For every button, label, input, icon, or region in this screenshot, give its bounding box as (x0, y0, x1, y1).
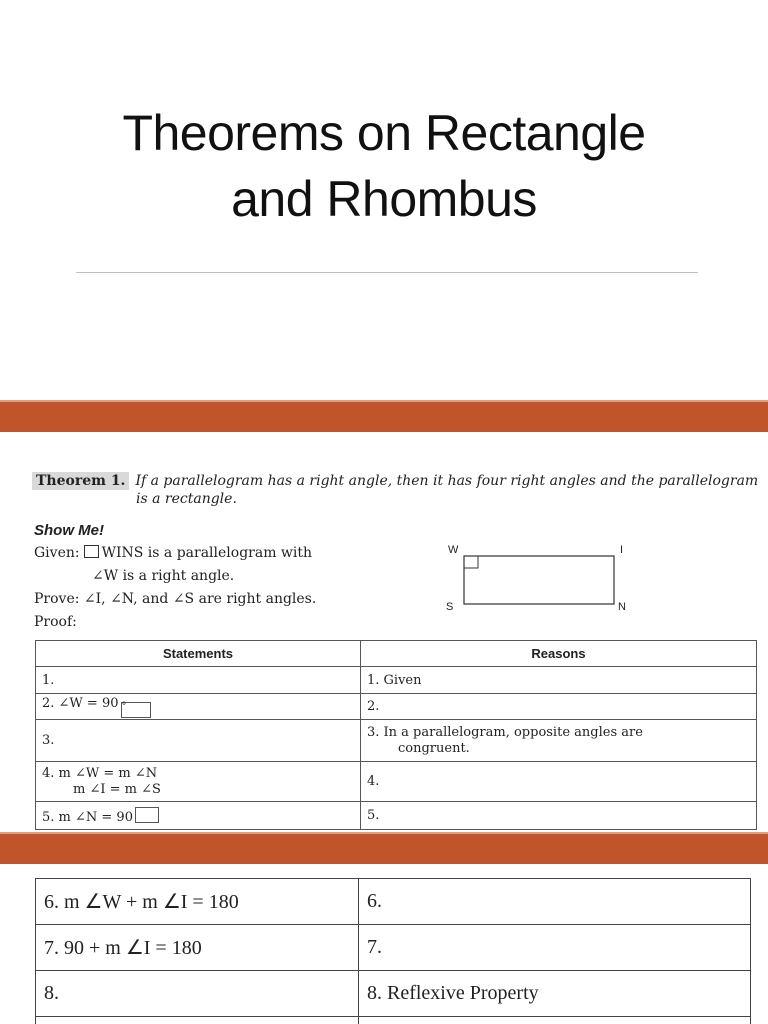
given-line1 (34, 544, 312, 562)
slide-title (0, 100, 768, 232)
reason-cell: 8. Reflexive Property (359, 971, 751, 1017)
statements-header: Statements (36, 641, 361, 667)
degree-mark: ° (121, 700, 127, 712)
right-angle-mark (464, 556, 478, 568)
reason-cell: 2. (361, 694, 757, 720)
theorem-scan (0, 432, 768, 834)
parallelogram-symbol-icon (84, 545, 99, 558)
table-row (36, 802, 757, 830)
slide-title-line1: Theorems on Rectangle (122, 105, 646, 161)
statement-cell (36, 802, 361, 830)
statement-cell: 6. m ∠W + m ∠I = 180 (36, 879, 359, 925)
statement-cell (36, 694, 361, 720)
title-divider (76, 272, 698, 273)
statement-cell: 8. (36, 971, 359, 1017)
proof-label: Proof: (34, 614, 77, 630)
orange-band-bottom (0, 834, 768, 864)
given-line2: ∠W is a right angle. (92, 568, 235, 584)
statement-cell: 1. (36, 667, 361, 694)
table-row (36, 762, 757, 802)
statement-cell: 7. 90 + m ∠I = 180 (36, 925, 359, 971)
vertex-n: N (618, 601, 626, 613)
rectangle-shape (464, 556, 614, 604)
reason-text-line1: 3. In a parallelogram, opposite angles are (367, 724, 643, 740)
given-label: Given: (34, 545, 80, 561)
statement-cell (36, 1017, 359, 1024)
reasons-header: Reasons (361, 641, 757, 667)
table-row (36, 1017, 751, 1024)
reason-cell: 1. Given (361, 667, 757, 694)
rectangle-diagram (440, 544, 640, 614)
given-text1: WINS is a parallelogram with (101, 545, 313, 561)
table-row (36, 925, 751, 971)
statement-text-line1: 4. m ∠W = m ∠N (42, 765, 158, 781)
statement-text-line2: m ∠I = m ∠S (73, 781, 161, 797)
reason-cell: 6. (359, 879, 751, 925)
statement-text: 5. m ∠N = 90 (42, 809, 133, 825)
theorem-text-line1: If a parallelogram has a right angle, then it has four right angles and the parallelogram (135, 473, 759, 489)
band-highlight-top (0, 400, 768, 402)
reason-cell: 7. (359, 925, 751, 971)
slide-title-line2: and Rhombus (231, 171, 537, 227)
show-me-heading: Show Me! (34, 522, 104, 539)
vertex-s: S (446, 601, 454, 613)
reason-cell: 5. (361, 802, 757, 830)
proof-table-header (36, 641, 757, 667)
reason-text-line2: congruent. (398, 740, 470, 756)
reason-cell (361, 720, 757, 762)
statement-cell (36, 762, 361, 802)
rectangle-figure (440, 544, 640, 614)
reason-cell: 4. (361, 762, 757, 802)
table-row (36, 694, 757, 720)
theorem-statement (32, 472, 762, 508)
proof-table-continued (35, 878, 751, 1024)
table-row (36, 667, 757, 694)
table-row (36, 971, 751, 1017)
table-row (36, 879, 751, 925)
reason-cell (359, 1017, 751, 1024)
table-row (36, 720, 757, 762)
degree-answer-box-empty[interactable] (135, 807, 159, 823)
proof-table-continued-scan (0, 864, 768, 1024)
proof-table (35, 640, 757, 830)
theorem-text-line2: is a rectangle. (136, 491, 237, 507)
statement-cell: 3. (36, 720, 361, 762)
band-highlight-bottom (0, 832, 768, 834)
vertex-i: I (620, 544, 624, 556)
degree-answer-box[interactable] (121, 702, 151, 718)
theorem-tag: Theorem 1. (32, 472, 129, 490)
prove-line: Prove: ∠I, ∠N, and ∠S are right angles. (34, 591, 317, 607)
statement-text: 2. ∠W = 90 (42, 695, 119, 711)
vertex-w: W (448, 544, 459, 556)
orange-band-top (0, 402, 768, 432)
